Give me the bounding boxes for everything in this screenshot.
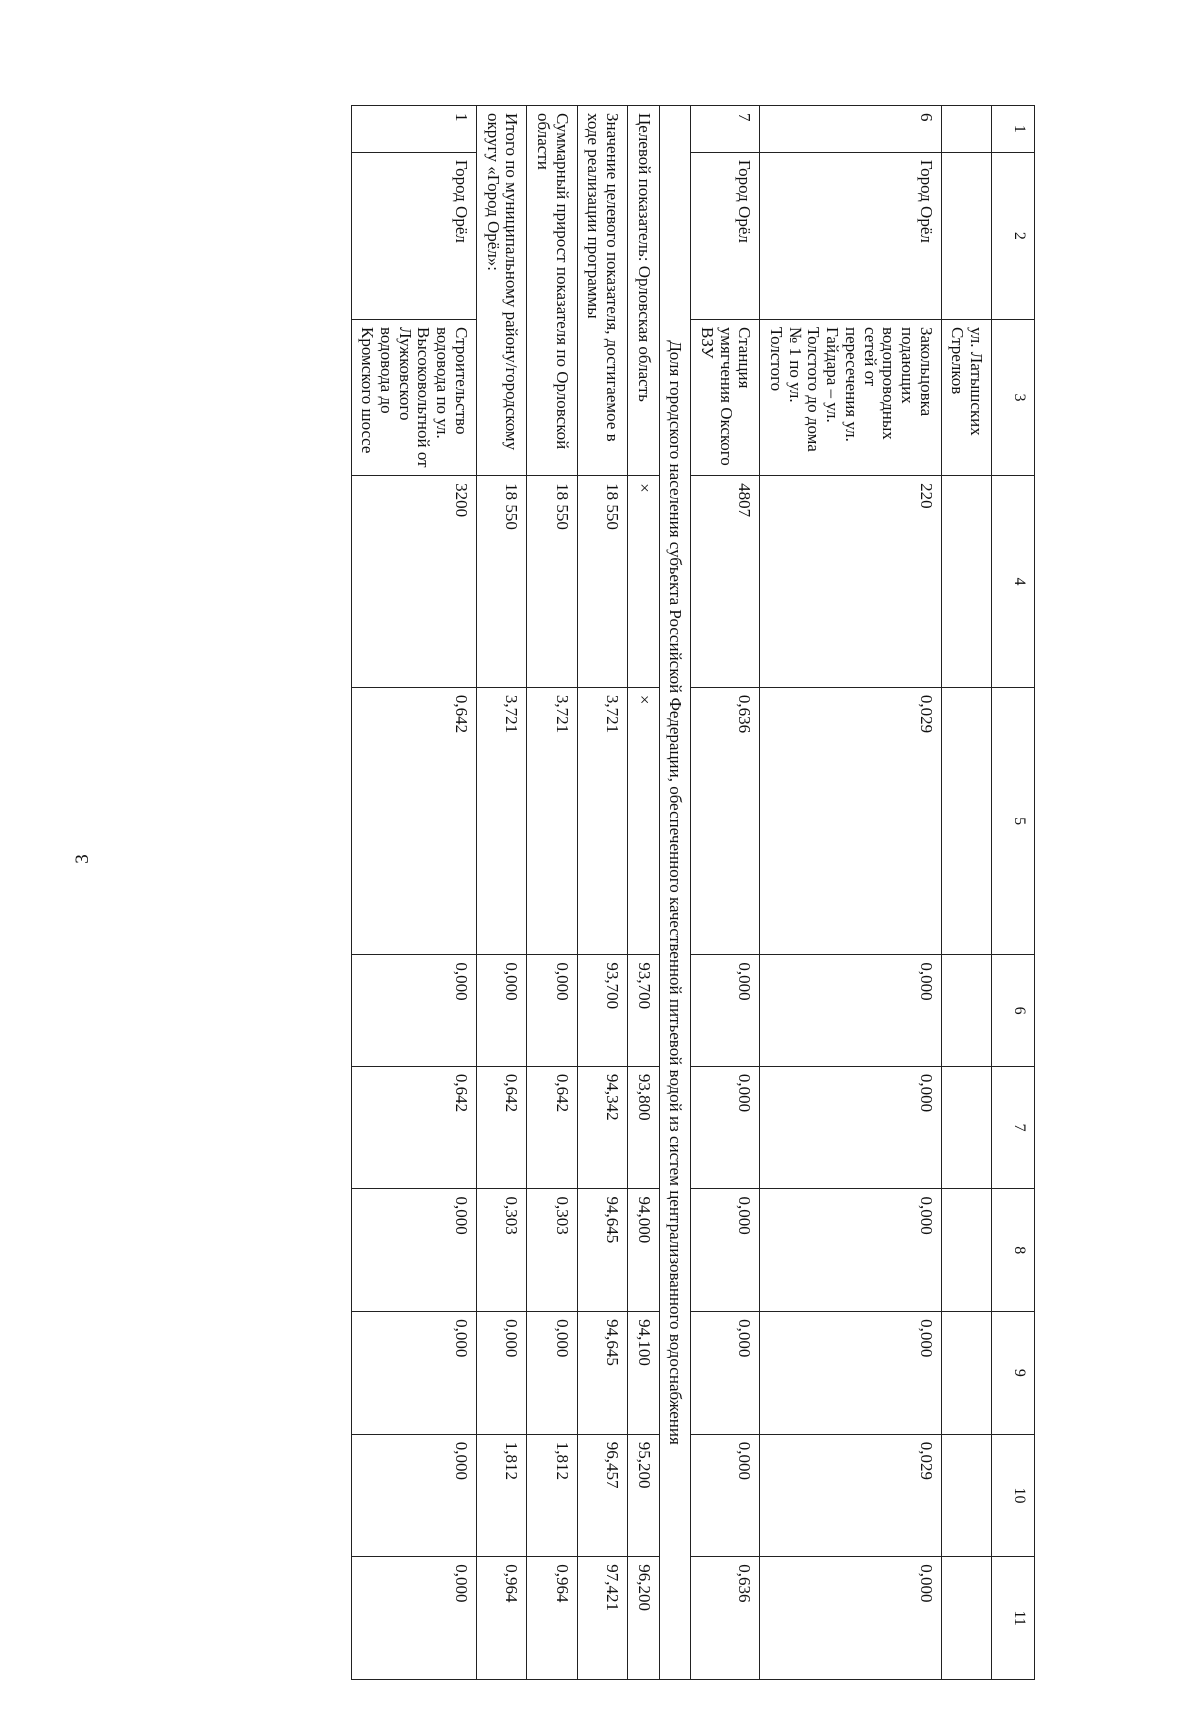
table-row <box>691 106 760 1680</box>
table-cell: Город Орёл <box>760 152 941 319</box>
table-cell: 0,000 <box>351 1189 476 1312</box>
summary-value: 0,000 <box>527 955 577 1066</box>
column-header: 10 <box>992 1434 1035 1557</box>
table-cell: 4807 <box>691 476 760 688</box>
table-cell: 0,636 <box>691 687 760 955</box>
table-cell <box>941 1312 991 1435</box>
section-row <box>659 106 691 1680</box>
summary-value: 95,200 <box>628 1434 660 1557</box>
table-cell: 1 <box>351 106 476 153</box>
summary-label: Целевой показатель: Орловская область <box>628 106 660 476</box>
section-title: Доля городского населения субъекта Российской Федерации, обеспеченного качественной питьевой водой из систем централизованного водоснабжения <box>659 106 691 1680</box>
table-row <box>351 106 476 1680</box>
summary-value: 94,000 <box>628 1189 660 1312</box>
summary-value: 93,700 <box>628 955 660 1066</box>
table-cell <box>941 955 991 1066</box>
table-cell <box>941 152 991 319</box>
summary-value: 96,457 <box>577 1434 627 1557</box>
summary-value: 18 550 <box>476 476 526 688</box>
table-cell: Город Орёл <box>351 152 476 319</box>
table-cell <box>941 1189 991 1312</box>
column-header: 3 <box>992 320 1035 476</box>
summary-value: 97,421 <box>577 1557 627 1680</box>
column-header: 11 <box>992 1557 1035 1680</box>
summary-value: 0,000 <box>527 1312 577 1435</box>
table-cell <box>941 1557 991 1680</box>
table-cell: Город Орёл <box>691 152 760 319</box>
summary-value: 0,000 <box>476 955 526 1066</box>
column-header: 7 <box>992 1066 1035 1189</box>
table-cell: 0,000 <box>760 1312 941 1435</box>
table-cell: 0,000 <box>691 1189 760 1312</box>
column-header: 4 <box>992 476 1035 688</box>
summary-row <box>527 106 577 1680</box>
table-cell: 0,000 <box>691 955 760 1066</box>
table-cell: 0,000 <box>760 1066 941 1189</box>
column-header: 5 <box>992 687 1035 955</box>
table-cell <box>941 1434 991 1557</box>
table-cell: ул. Латышских Стрелков <box>941 320 991 476</box>
summary-value: 3,721 <box>476 687 526 955</box>
summary-row <box>476 106 526 1680</box>
summary-value: 0,964 <box>527 1557 577 1680</box>
summary-row <box>628 106 660 1680</box>
table-cell: 0,000 <box>351 1434 476 1557</box>
column-header: 9 <box>992 1312 1035 1435</box>
summary-value: 1,812 <box>476 1434 526 1557</box>
table-cell <box>941 476 991 688</box>
table-cell: 0,642 <box>351 1066 476 1189</box>
table-cell: 220 <box>760 476 941 688</box>
rotated-table-container <box>351 105 1035 1685</box>
column-header: 6 <box>992 955 1035 1066</box>
table-cell: 0,000 <box>760 1189 941 1312</box>
summary-value: 3,721 <box>527 687 577 955</box>
summary-value: 0,642 <box>527 1066 577 1189</box>
summary-label: Итого по муниципальному району/городскому округу «Город Орёл»: <box>476 106 526 476</box>
table-cell: 0,000 <box>691 1312 760 1435</box>
table-cell: 0,000 <box>691 1434 760 1557</box>
table-cell: 6 <box>760 106 941 153</box>
summary-value: 1,812 <box>527 1434 577 1557</box>
table-row <box>941 106 991 1680</box>
summary-value: 3,721 <box>577 687 627 955</box>
data-table <box>351 105 1035 1680</box>
table-cell: Закольцовка подающих водопроводных сетей от пересечения ул. Гайдара – ул. Толстого до дома № 1 по ул. Толстого <box>760 320 941 476</box>
summary-value: 18 550 <box>527 476 577 688</box>
table-cell: 0,636 <box>691 1557 760 1680</box>
summary-value: 93,800 <box>628 1066 660 1189</box>
table-cell: 0,000 <box>760 955 941 1066</box>
table-cell: 0,000 <box>351 1557 476 1680</box>
table-cell <box>941 106 991 153</box>
table-row <box>760 106 941 1680</box>
table-cell: 0,029 <box>760 1434 941 1557</box>
summary-value: 96,200 <box>628 1557 660 1680</box>
table-cell: 0,642 <box>351 687 476 955</box>
summary-row <box>577 106 627 1680</box>
summary-value: × <box>628 476 660 688</box>
summary-value: × <box>628 687 660 955</box>
table-cell: 7 <box>691 106 760 153</box>
summary-value: 0,000 <box>476 1312 526 1435</box>
page-number: 3 <box>71 854 93 864</box>
table-cell: Станция умягчения Окского ВЗУ <box>691 320 760 476</box>
summary-value: 0,642 <box>476 1066 526 1189</box>
summary-value: 94,100 <box>628 1312 660 1435</box>
column-header: 8 <box>992 1189 1035 1312</box>
column-header: 1 <box>992 106 1035 153</box>
summary-label: Значение целевого показателя, достигаемое в ходе реализации программы <box>577 106 627 476</box>
summary-value: 18 550 <box>577 476 627 688</box>
summary-value: 0,964 <box>476 1557 526 1680</box>
summary-value: 93,700 <box>577 955 627 1066</box>
table-cell: 0,000 <box>351 955 476 1066</box>
table-cell: 3200 <box>351 476 476 688</box>
table-cell: Строительство водовода по ул. Высоковольтной от Лужковского водовода до Кромского шоссе <box>351 320 476 476</box>
summary-value: 94,342 <box>577 1066 627 1189</box>
table-cell <box>941 687 991 955</box>
table-cell: 0,000 <box>691 1066 760 1189</box>
table-cell: 0,000 <box>760 1557 941 1680</box>
summary-value: 0,303 <box>476 1189 526 1312</box>
table-cell: 0,029 <box>760 687 941 955</box>
summary-value: 0,303 <box>527 1189 577 1312</box>
table-cell: 0,000 <box>351 1312 476 1435</box>
header-row <box>992 106 1035 1680</box>
column-header: 2 <box>992 152 1035 319</box>
summary-label: Суммарный прирост показателя по Орловской области <box>527 106 577 476</box>
summary-value: 94,645 <box>577 1189 627 1312</box>
summary-value: 94,645 <box>577 1312 627 1435</box>
table-cell <box>941 1066 991 1189</box>
